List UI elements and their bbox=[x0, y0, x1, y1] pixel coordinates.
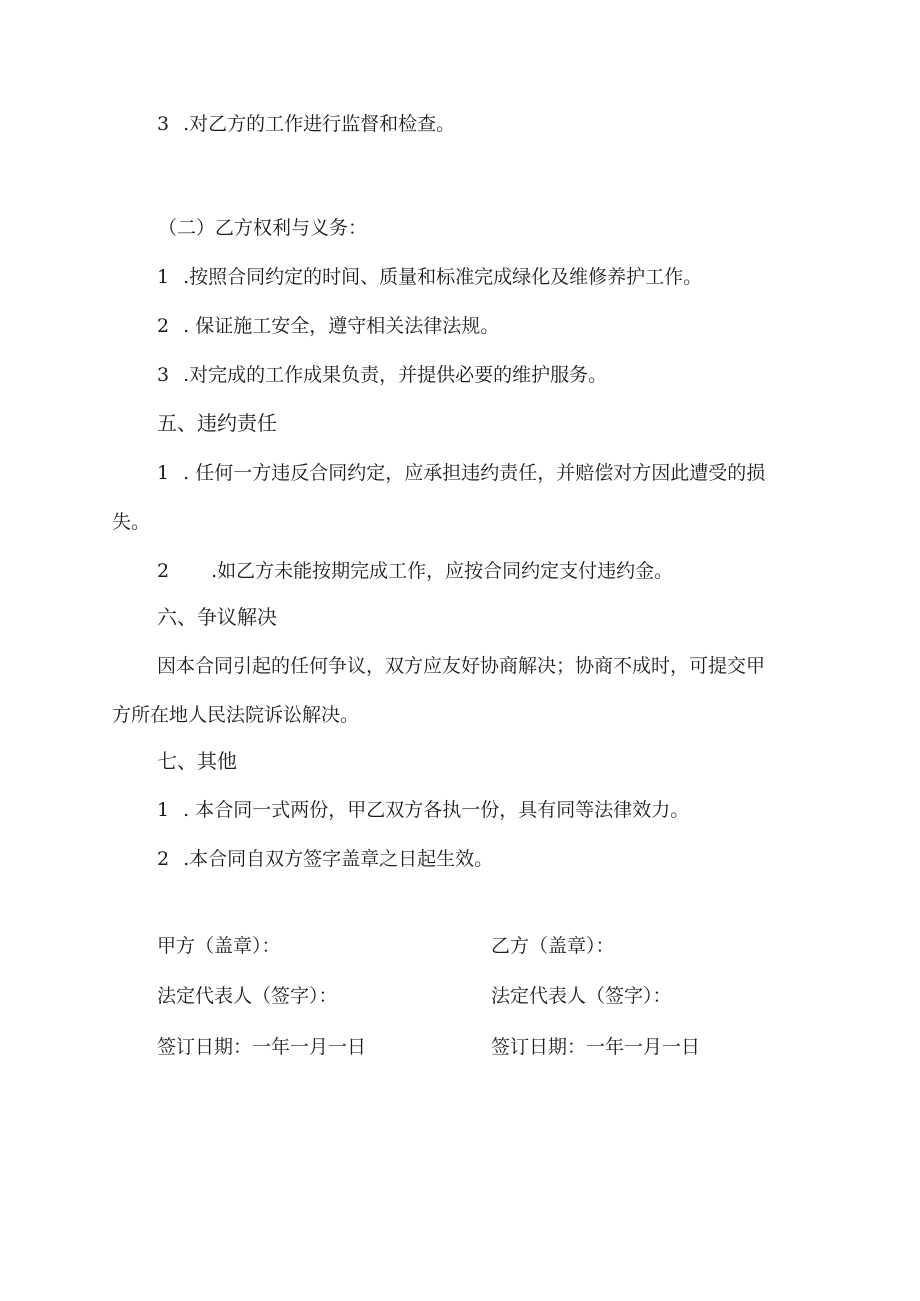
obligation-item-3 bbox=[157, 115, 455, 134]
breach-item-2 bbox=[157, 562, 673, 581]
item-text: . 保证施工安全，遵守相关法律法规。 bbox=[183, 315, 500, 337]
item-number: 1 bbox=[157, 799, 170, 821]
item-text: .如乙方未能按期完成工作，应按合同约定支付违约金。 bbox=[211, 560, 674, 582]
subsection-heading: （二）乙方权利与义务： bbox=[158, 217, 368, 239]
party-a-representative: 法定代表人（签字）： bbox=[157, 985, 338, 1007]
section-heading-other: 七、其他 bbox=[157, 749, 237, 773]
party-b-item-1 bbox=[157, 268, 702, 287]
item-text: . 任何一方违反合同约定，应承担违约责任，并赔偿对方因此遭受的损 bbox=[183, 462, 766, 484]
item-number: 2 bbox=[157, 560, 170, 582]
party-a-sign-date: 签订日期：一年一月一日 bbox=[157, 1036, 367, 1058]
party-a-seal: 甲方（盖章）： bbox=[157, 935, 281, 957]
item-number: 3 bbox=[157, 113, 170, 135]
item-number: 2 bbox=[157, 848, 170, 870]
breach-item-1-continuation: 失。 bbox=[112, 511, 151, 533]
item-text: .对乙方的工作进行监督和检查。 bbox=[183, 113, 456, 135]
item-text: .对完成的工作成果负责，并提供必要的维护服务。 bbox=[183, 364, 608, 386]
item-number: 1 bbox=[157, 266, 170, 288]
other-item-1 bbox=[157, 801, 689, 820]
item-number: 3 bbox=[157, 364, 170, 386]
party-b-representative: 法定代表人（签字）： bbox=[491, 985, 672, 1007]
party-b-item-2 bbox=[157, 317, 499, 336]
dispute-paragraph-line-2: 方所在地人民法院诉讼解决。 bbox=[112, 704, 360, 726]
section-heading-breach: 五、违约责任 bbox=[157, 411, 277, 435]
party-b-item-3 bbox=[157, 366, 607, 385]
party-b-sign-date: 签订日期：一年一月一日 bbox=[491, 1036, 701, 1058]
item-number: 1 bbox=[157, 462, 170, 484]
section-heading-dispute: 六、争议解决 bbox=[157, 605, 277, 629]
dispute-paragraph-line-1: 因本合同引起的任何争议，双方应友好协商解决；协商不成时，可提交甲 bbox=[157, 655, 766, 677]
breach-item-1 bbox=[157, 464, 765, 483]
item-number: 2 bbox=[157, 315, 170, 337]
other-item-2 bbox=[157, 850, 493, 869]
party-b-seal: 乙方（盖章）： bbox=[491, 935, 615, 957]
item-text: . 本合同一式两份，甲乙双方各执一份，具有同等法律效力。 bbox=[183, 799, 690, 821]
item-text: .按照合同约定的时间、质量和标准完成绿化及维修养护工作。 bbox=[183, 266, 703, 288]
item-text: .本合同自双方签字盖章之日起生效。 bbox=[183, 848, 494, 870]
